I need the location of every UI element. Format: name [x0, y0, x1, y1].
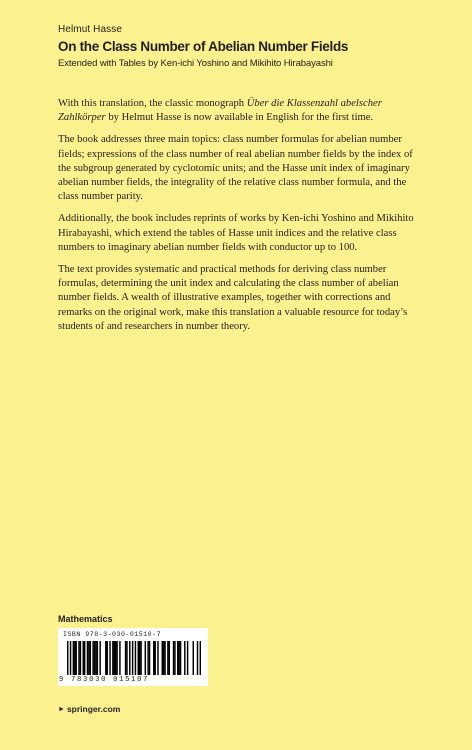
barcode-bar	[197, 641, 198, 675]
barcode-bar	[140, 641, 141, 675]
barcode-bar	[115, 641, 116, 675]
barcode-bar	[180, 641, 181, 675]
barcode-bar	[125, 641, 126, 675]
barcode-bar	[73, 641, 74, 675]
barcode-bar	[138, 641, 139, 675]
barcode-bar	[84, 641, 85, 675]
barcode-bar	[135, 641, 136, 675]
author-name: Helmut Hasse	[58, 24, 122, 35]
barcode-bar	[88, 641, 89, 675]
blurb	[58, 97, 420, 342]
barcode-digits: 9 783030 015107	[59, 676, 150, 684]
barcode-bar	[139, 641, 140, 675]
isbn-text: ISBN 978-3-030-01510-7	[63, 631, 162, 638]
barcode-bar	[94, 641, 95, 675]
barcode-bars	[67, 641, 201, 675]
barcode-bar	[105, 641, 106, 675]
barcode-bar	[92, 641, 93, 675]
barcode-bar	[75, 641, 76, 675]
barcode-bar	[106, 641, 107, 675]
barcode-bar	[184, 641, 185, 675]
barcode-bar	[116, 641, 117, 675]
barcode-bar	[177, 641, 178, 675]
blurb-paragraph-3: Additionally, the book includes reprints of works by Ken-ichi Yoshino and Mikihito Hirabayashi, which extend the tables of Hasse unit indices and the relative class numbers to imaginary abelian number fields with conductor up to 100.	[58, 213, 414, 253]
barcode-bar	[119, 641, 120, 675]
website-label: springer.com	[66, 704, 121, 714]
blurb-paragraph-1: With this translation, the classic monograph Über die Klassenzahl abelscher Zahlkörper by Helmut Hasse is now available in English for the first time.	[58, 98, 382, 124]
blurb-paragraph-2: The book addresses three main topics: class number formulas for abelian number fields; expressions of the class number of real abelian number fields by the index of the subgroup generated by cyclotomic units; and the Hasse unit index of imaginary abelian number fields, the integrality of the relative class number formula, and the class number parity.	[58, 134, 413, 203]
barcode-bar	[178, 641, 179, 675]
publisher-website[interactable]	[58, 704, 120, 714]
barcode-bar	[70, 641, 71, 675]
barcode-bar	[147, 641, 148, 675]
barcode-bar	[78, 641, 79, 675]
barcode-bar	[67, 641, 68, 675]
barcode-bar	[74, 641, 75, 675]
subject-category: Mathematics	[58, 614, 113, 624]
barcode-bar	[114, 641, 115, 675]
barcode-bar	[97, 641, 98, 675]
barcode-bar	[83, 641, 84, 675]
barcode-bar	[145, 641, 146, 675]
original-title: Über die Klassenzahl abelscher Zahlkörper	[58, 98, 382, 124]
barcode-bar	[129, 641, 130, 675]
book-subtitle: Extended with Tables by Ken-ichi Yoshino and Mikihito Hirabayashi	[58, 58, 333, 69]
barcode-bar	[157, 641, 158, 675]
barcode-bar	[80, 641, 81, 675]
barcode-bar	[126, 641, 127, 675]
barcode-bar	[95, 641, 96, 675]
barcode	[58, 628, 208, 686]
barcode-bar	[154, 641, 155, 675]
barcode-bar	[149, 641, 150, 675]
barcode-bar	[169, 641, 170, 675]
barcode-bar	[99, 641, 100, 675]
barcode-bar	[153, 641, 154, 675]
barcode-bar	[187, 641, 188, 675]
barcode-bar	[109, 641, 110, 675]
barcode-bar	[164, 641, 165, 675]
barcode-bar	[90, 641, 91, 675]
barcode-bar	[87, 641, 88, 675]
barcode-bar	[200, 641, 201, 675]
barcode-bar	[132, 641, 133, 675]
barcode-bar	[112, 641, 113, 675]
barcode-bar	[174, 641, 175, 675]
barcode-bar	[162, 641, 163, 675]
book-title: On the Class Number of Abelian Number Fields	[58, 39, 349, 54]
barcode-bar	[193, 641, 194, 675]
arrow-right-icon: ►	[58, 705, 65, 713]
barcode-bar	[163, 641, 164, 675]
barcode-bar	[167, 641, 168, 675]
blurb-paragraph-4: The text provides systematic and practical methods for deriving class number formulas, determining the unit index and calculating the class number of abelian number fields. A wealth of illustrative examples, together with corrections and remarks on the original work, make this translation a valuable resource for today’s students of and researchers in number theory.	[58, 264, 408, 332]
barcode-bar	[173, 641, 174, 675]
